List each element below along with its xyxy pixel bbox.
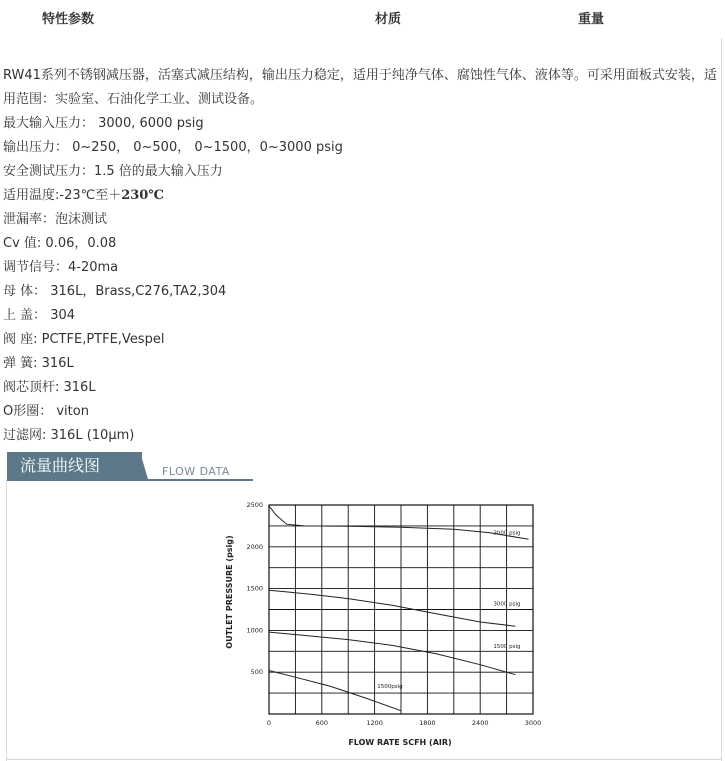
y-tick-label: 1000 — [246, 626, 263, 635]
frame-border-left — [6, 480, 7, 761]
y-axis-label: OUTLET PRESSURE (psig) — [225, 535, 234, 649]
section-tab-corner — [140, 452, 148, 479]
spec-safety-test: 安全测试压力：1.5 倍的最大输入压力 — [3, 164, 223, 179]
spec-stem: 阀芯顶杆: 316L — [3, 380, 96, 395]
series-label-4: 1500psig — [377, 684, 403, 691]
x-tick-label: 1200 — [366, 719, 383, 727]
spec-outlet: 输出压力： 0~250， 0~500， 0~1500，0~3000 psig — [3, 140, 343, 155]
spec-signal: 调节信号：4-20ma — [3, 260, 119, 275]
chart-ticks — [246, 501, 541, 727]
spec-list — [3, 64, 719, 448]
spec-spring: 弹 簧: 316L — [3, 356, 74, 371]
series-label-2: 3000 psig — [493, 601, 521, 608]
spec-description: RW41系列不锈钢减压器，活塞式减压结构，输出压力稳定，适用于纯净气体、腐蚀性气体、液体等。可采用面板式安装，适用范围：实验室、石油化学工业、测试设备。 — [3, 68, 717, 107]
x-tick-label: 0 — [266, 719, 272, 727]
spec-seat: 阀 座: PCTFE,PTFE,Vespel — [3, 332, 165, 347]
header-weight: 重量 — [578, 12, 605, 27]
spec-cv: Cv 值: 0.06，0.08 — [3, 236, 117, 251]
x-tick-label: 2400 — [471, 719, 489, 727]
spec-body: 母 体： 316L，Brass,C276,TA2,304 — [3, 284, 227, 299]
spec-temperature-max: 230℃ — [121, 188, 164, 203]
series-line-2 — [269, 590, 515, 626]
section-title-en: FLOW DATA — [162, 465, 230, 478]
y-tick-label: 2500 — [246, 501, 263, 509]
spec-temperature-prefix: 适用温度:-23℃至＋ — [3, 188, 122, 203]
spec-temperature — [3, 184, 719, 208]
section-underline — [7, 479, 253, 481]
section-tab-flow-chart: 流量曲线图 — [7, 452, 142, 479]
chart-grid — [269, 505, 533, 714]
y-tick-label: 1500 — [246, 584, 263, 593]
x-tick-label: 1800 — [419, 719, 436, 727]
frame-border-bottom — [6, 759, 722, 760]
y-tick-label: 500 — [250, 668, 263, 677]
series-line-4 — [269, 671, 401, 711]
spec-filter: 过滤网: 316L (10μm) — [3, 428, 135, 443]
header-characteristics: 特性参数 — [42, 12, 95, 27]
series-label-3: 1500 psig — [493, 643, 521, 650]
series-label-1: 3000 psig — [493, 530, 521, 537]
chart-series — [269, 506, 529, 711]
frame-border-right — [721, 38, 722, 761]
series-line-3 — [269, 632, 515, 675]
spec-max-inlet: 最大输入压力： 3000, 6000 psig — [3, 116, 204, 131]
y-tick-label: 2000 — [246, 542, 263, 551]
spec-bonnet: 上 盖： 304 — [3, 308, 76, 323]
x-tick-label: 3000 — [524, 719, 542, 727]
series-line-1 — [269, 506, 529, 540]
x-axis-label: FLOW RATE SCFH (AIR) — [348, 738, 452, 747]
spec-oring: O形圈： viton — [3, 404, 89, 419]
x-tick-label: 600 — [315, 719, 329, 727]
spec-leak-rate: 泄漏率：泡沫测试 — [3, 212, 108, 227]
plot-frame — [269, 505, 533, 714]
header-material: 材质 — [375, 12, 402, 27]
